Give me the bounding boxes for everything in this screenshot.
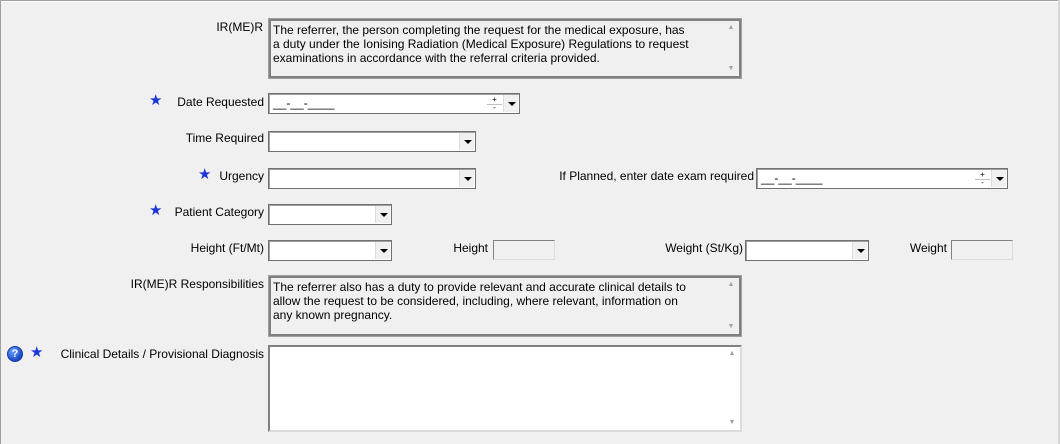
height-unit-select[interactable] <box>268 240 392 261</box>
time-required-select[interactable] <box>268 131 476 152</box>
spin-up-icon[interactable]: + <box>487 95 502 105</box>
chevron-down-icon <box>464 140 472 144</box>
time-required-label: Time Required <box>185 131 264 145</box>
irmer-responsibilities-text: The referrer also has a duty to provide relevant and accurate clinical details to allow the request to be considered, including, where relevant, information on any known pregnancy. <box>273 280 686 322</box>
planned-date-dropdown-button[interactable] <box>991 170 1006 187</box>
date-requested-dropdown-button[interactable] <box>503 95 518 112</box>
height-unit-label: Height (Ft/Mt) <box>190 241 264 255</box>
irmer-textarea[interactable] <box>268 18 742 79</box>
patient-category-label: Patient Category <box>174 205 264 219</box>
weight-label: Weight <box>909 241 947 255</box>
patient-category-select[interactable] <box>268 204 392 225</box>
time-required-dropdown-button[interactable] <box>459 133 474 150</box>
irmer-responsibilities-scrollbar[interactable] <box>723 278 739 334</box>
planned-date-value: __-__-____ <box>761 171 823 185</box>
irmer-responsibilities-textarea[interactable] <box>268 275 742 337</box>
planned-date-spinner[interactable] <box>975 170 990 187</box>
date-requested-picker[interactable] <box>268 93 520 114</box>
chevron-down-icon <box>996 177 1004 181</box>
clinical-details-label: Clinical Details / Provisional Diagnosis <box>60 347 264 361</box>
question-icon[interactable]: ? <box>7 346 23 362</box>
planned-date-picker[interactable] <box>756 168 1008 189</box>
weight-unit-label: Weight (St/Kg) <box>665 241 743 255</box>
scroll-up-icon[interactable]: ▲ <box>728 350 736 357</box>
date-requested-label: Date Requested <box>177 95 264 109</box>
irmer-label: IR(ME)R <box>216 20 263 34</box>
urgency-label: Urgency <box>219 169 264 183</box>
spin-down-icon[interactable]: - <box>493 103 496 112</box>
frame-border <box>0 0 1 444</box>
clinical-details-scrollbar[interactable] <box>724 347 740 430</box>
weight-field[interactable] <box>951 240 1013 260</box>
scroll-down-icon[interactable]: ▼ <box>728 419 736 426</box>
chevron-down-icon <box>380 213 388 217</box>
urgency-select[interactable] <box>268 168 476 189</box>
scroll-up-icon[interactable]: ▲ <box>727 24 735 31</box>
scroll-up-icon[interactable]: ▲ <box>727 281 735 288</box>
chevron-down-icon <box>380 249 388 253</box>
required-star-icon: ★ <box>149 92 163 109</box>
urgency-dropdown-button[interactable] <box>459 170 474 187</box>
scroll-down-icon[interactable]: ▼ <box>727 323 735 330</box>
irmer-text: The referrer, the person completing the request for the medical exposure, has a duty under the Ionising Radiation (Medical Exposure) Regulations to request examinations in accordance with the referral criteria provided. <box>273 23 689 65</box>
chevron-down-icon <box>857 249 865 253</box>
height-unit-dropdown-button[interactable] <box>375 242 390 259</box>
clinical-details-textarea[interactable] <box>268 345 742 432</box>
date-requested-value: __-__-____ <box>273 96 335 110</box>
spin-down-icon[interactable]: - <box>981 178 984 187</box>
weight-unit-dropdown-button[interactable] <box>852 242 867 259</box>
spin-up-icon[interactable]: + <box>975 170 990 180</box>
patient-category-dropdown-button[interactable] <box>375 206 390 223</box>
required-star-icon: ★ <box>149 202 163 219</box>
chevron-down-icon <box>464 177 472 181</box>
scroll-down-icon[interactable]: ▼ <box>727 65 735 72</box>
date-requested-spinner[interactable] <box>487 95 502 112</box>
irmer-scrollbar[interactable] <box>723 21 739 76</box>
planned-date-label: If Planned, enter date exam required <box>559 169 754 183</box>
height-label: Height <box>453 241 488 255</box>
irmer-responsibilities-label: IR(ME)R Responsibilities <box>130 277 264 291</box>
required-star-icon: ★ <box>30 344 44 361</box>
frame-border <box>1 1 1059 2</box>
weight-unit-select[interactable] <box>745 240 869 261</box>
height-field[interactable] <box>493 240 555 260</box>
required-star-icon: ★ <box>198 166 212 183</box>
chevron-down-icon <box>508 102 516 106</box>
